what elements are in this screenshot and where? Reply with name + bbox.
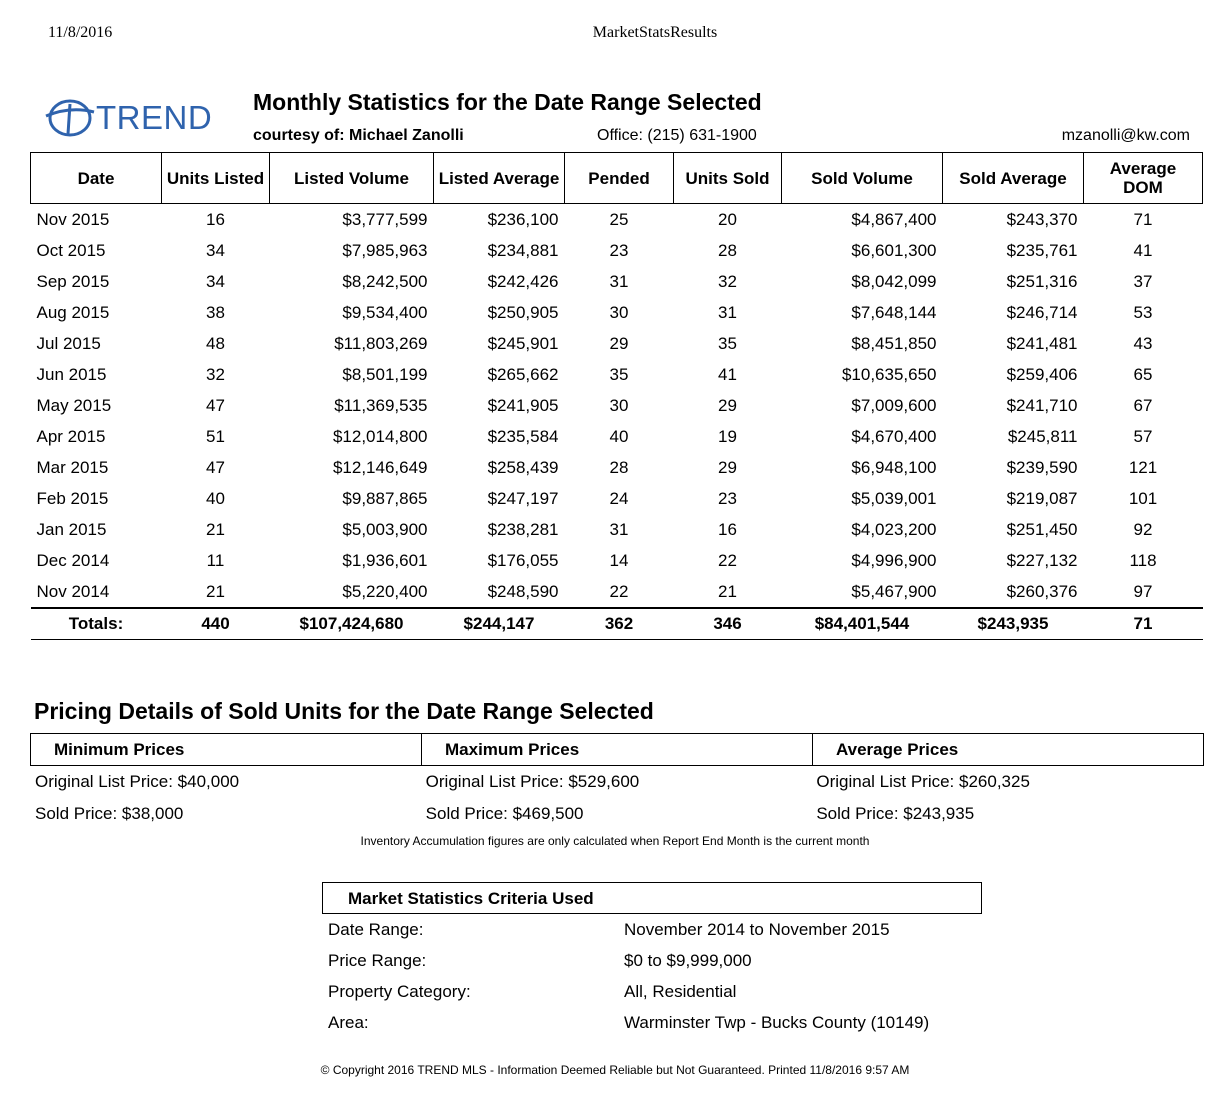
cell-listed-average: $245,901 — [487, 333, 559, 353]
cell-listed-volume: $8,242,500 — [342, 271, 428, 291]
cell-pended: 25 — [609, 209, 629, 229]
criteria-value: All, Residential — [624, 982, 737, 1001]
column-header-units-listed: Units Listed — [162, 153, 270, 204]
column-header-sold-average: Sold Average — [943, 153, 1084, 204]
cell-sold-average: $241,481 — [1006, 333, 1078, 353]
cell-date: Jan 2015 — [36, 519, 107, 539]
cell-sold-volume: $6,948,100 — [851, 457, 937, 477]
cell-listed-average: $234,881 — [487, 240, 559, 260]
cell-sold-volume: $5,467,900 — [851, 581, 937, 601]
cell-sold-average: $251,316 — [1006, 271, 1078, 291]
table-row — [31, 514, 1203, 545]
cell-units-listed: 51 — [206, 426, 225, 446]
pricing-title: Pricing Details of Sold Units for the Date Range Selected — [34, 698, 654, 724]
cell-date: Mar 2015 — [36, 457, 109, 477]
table-row — [31, 576, 1203, 608]
cell-units-listed: 47 — [206, 457, 225, 477]
table-body — [31, 204, 1203, 640]
cell-sold-average: $235,761 — [1006, 240, 1078, 260]
criteria-property-category — [328, 982, 1028, 1013]
cell-average-dom: 92 — [1133, 519, 1153, 539]
cell-listed-average: $250,905 — [487, 302, 559, 322]
cell-listed-volume: $7,985,963 — [342, 240, 428, 260]
cell-units-listed: 48 — [206, 333, 225, 353]
cell-pended: 31 — [609, 519, 629, 539]
column-header-pended: Pended — [565, 153, 674, 204]
criteria-area — [328, 1013, 1028, 1044]
total-date: Totals: — [31, 608, 162, 640]
trend-logo-icon — [44, 96, 96, 140]
maximum-prices-header: Maximum Prices — [421, 734, 812, 765]
inventory-note: Inventory Accumulation figures are only calculated when Report End Month is the current month — [360, 834, 870, 848]
cell-sold-average: $219,087 — [1006, 488, 1078, 508]
cell-average-dom: 53 — [1133, 302, 1153, 322]
cell-units-sold: 19 — [718, 426, 737, 446]
cell-date: Oct 2015 — [36, 240, 106, 260]
table-row — [31, 204, 1203, 236]
total-units-listed: 440 — [162, 608, 270, 640]
monthly-stats-table — [30, 152, 1203, 640]
cell-date: Apr 2015 — [36, 426, 106, 446]
cell-date: Feb 2015 — [36, 488, 109, 508]
table-row — [31, 266, 1203, 297]
cell-units-sold: 29 — [718, 395, 737, 415]
cell-listed-volume: $8,501,199 — [342, 364, 428, 384]
cell-sold-volume: $8,042,099 — [851, 271, 937, 291]
cell-units-listed: 38 — [206, 302, 225, 322]
cell-units-listed: 47 — [206, 395, 225, 415]
cell-date: Dec 2014 — [36, 550, 110, 570]
cell-units-listed: 32 — [206, 364, 225, 384]
max-original-list-price: Original List Price: $529,600 — [425, 772, 640, 791]
cell-date: Aug 2015 — [36, 302, 110, 322]
trend-logo — [44, 96, 234, 140]
cell-listed-average: $247,197 — [487, 488, 559, 508]
print-page-title: MarketStatsResults — [592, 24, 718, 41]
cell-date: Jun 2015 — [36, 364, 107, 384]
cell-sold-volume: $4,867,400 — [851, 209, 937, 229]
cell-units-sold: 41 — [718, 364, 737, 384]
column-header-average-dom: Average DOM — [1084, 153, 1203, 204]
print-date: 11/8/2016 — [48, 24, 113, 41]
cell-average-dom: 71 — [1133, 209, 1153, 229]
cell-sold-average: $259,406 — [1006, 364, 1078, 384]
criteria-label: Date Range: — [328, 920, 424, 939]
cell-sold-volume: $6,601,300 — [851, 240, 937, 260]
criteria-label: Property Category: — [328, 982, 471, 1001]
cell-pended: 23 — [609, 240, 629, 260]
courtesy-line: courtesy of: Michael Zanolli — [253, 127, 464, 144]
trend-logo-text: TREND — [96, 99, 213, 136]
cell-sold-average: $260,376 — [1006, 581, 1078, 601]
cell-listed-average: $248,590 — [487, 581, 559, 601]
criteria-price-range — [328, 951, 1028, 982]
cell-average-dom: 43 — [1133, 333, 1153, 353]
total-pended: 362 — [565, 608, 674, 640]
column-header-listed-volume: Listed Volume — [270, 153, 434, 204]
cell-units-listed: 34 — [206, 271, 225, 291]
cell-listed-volume: $3,777,599 — [342, 209, 428, 229]
cell-units-sold: 21 — [718, 581, 737, 601]
minimum-prices-header: Minimum Prices — [54, 740, 185, 759]
cell-units-sold: 22 — [718, 550, 737, 570]
cell-units-sold: 31 — [718, 302, 737, 322]
max-sold-price: Sold Price: $469,500 — [425, 804, 584, 823]
cell-units-sold: 23 — [718, 488, 737, 508]
cell-date: Nov 2014 — [36, 581, 110, 601]
column-header-listed-average: Listed Average — [434, 153, 565, 204]
min-sold-price: Sold Price: $38,000 — [35, 804, 184, 823]
cell-listed-average: $241,905 — [487, 395, 559, 415]
cell-listed-average: $235,584 — [487, 426, 559, 446]
total-listed-average: $244,147 — [434, 608, 565, 640]
cell-sold-volume: $4,023,200 — [851, 519, 937, 539]
sold-price-row — [30, 802, 1202, 834]
cell-date: Jul 2015 — [36, 333, 101, 353]
cell-pended: 30 — [609, 302, 629, 322]
column-header-units-sold: Units Sold — [674, 153, 782, 204]
copyright-footer: © Copyright 2016 TREND MLS - Information Deemed Reliable but Not Guaranteed. Printed 11/8/2016 9:57 AM — [320, 1063, 910, 1077]
cell-listed-volume: $5,220,400 — [342, 581, 428, 601]
min-original-list-price: Original List Price: $40,000 — [35, 772, 240, 791]
cell-average-dom: 97 — [1133, 581, 1153, 601]
cell-units-sold: 16 — [718, 519, 737, 539]
cell-sold-volume: $8,451,850 — [851, 333, 937, 353]
average-prices-header: Average Prices — [812, 734, 1203, 765]
cell-pended: 29 — [609, 333, 629, 353]
cell-sold-average: $243,370 — [1006, 209, 1078, 229]
table-row — [31, 359, 1203, 390]
cell-units-sold: 20 — [718, 209, 737, 229]
column-header-sold-volume: Sold Volume — [782, 153, 943, 204]
original-list-price-row — [30, 770, 1202, 802]
cell-listed-volume: $11,803,269 — [334, 333, 428, 353]
cell-sold-average: $241,710 — [1006, 395, 1078, 415]
totals-row — [31, 608, 1203, 640]
table-header-row — [31, 153, 1203, 204]
cell-sold-average: $239,590 — [1006, 457, 1078, 477]
cell-pended: 35 — [609, 364, 629, 384]
cell-date: Nov 2015 — [36, 209, 110, 229]
pricing-header-box — [30, 733, 1204, 766]
cell-pended: 28 — [609, 457, 629, 477]
cell-date: May 2015 — [36, 395, 112, 415]
table-row — [31, 483, 1203, 514]
cell-average-dom: 65 — [1133, 364, 1153, 384]
cell-average-dom: 67 — [1133, 395, 1153, 415]
criteria-title: Market Statistics Criteria Used — [322, 882, 982, 914]
cell-units-listed: 21 — [206, 519, 225, 539]
criteria-value: $0 to $9,999,000 — [624, 951, 752, 970]
cell-units-sold: 28 — [718, 240, 737, 260]
cell-sold-average: $246,714 — [1006, 302, 1078, 322]
cell-average-dom: 41 — [1133, 240, 1153, 260]
cell-listed-volume: $5,003,900 — [342, 519, 428, 539]
total-sold-volume: $84,401,544 — [782, 608, 943, 640]
table-row — [31, 390, 1203, 421]
cell-listed-average: $236,100 — [487, 209, 559, 229]
cell-units-listed: 40 — [206, 488, 225, 508]
cell-average-dom: 101 — [1128, 488, 1158, 508]
total-average-dom: 71 — [1084, 608, 1203, 640]
cell-pended: 30 — [609, 395, 629, 415]
cell-average-dom: 121 — [1128, 457, 1158, 477]
avg-sold-price: Sold Price: $243,935 — [816, 804, 975, 823]
office-phone: Office: (215) 631-1900 — [597, 127, 757, 144]
total-units-sold: 346 — [674, 608, 782, 640]
cell-listed-volume: $1,936,601 — [342, 550, 428, 570]
criteria-list — [328, 920, 1028, 1044]
cell-listed-volume: $11,369,535 — [334, 395, 428, 415]
avg-original-list-price: Original List Price: $260,325 — [816, 772, 1030, 791]
agent-email: mzanolli@kw.com — [1061, 127, 1190, 144]
cell-pended: 22 — [609, 581, 629, 601]
cell-listed-average: $176,055 — [487, 550, 559, 570]
criteria-value: Warminster Twp - Bucks County (10149) — [624, 1013, 930, 1032]
table-row — [31, 545, 1203, 576]
table-row — [31, 421, 1203, 452]
cell-listed-volume: $9,534,400 — [342, 302, 428, 322]
report-title: Monthly Statistics for the Date Range Selected — [253, 89, 762, 115]
cell-sold-average: $251,450 — [1006, 519, 1078, 539]
cell-listed-average: $265,662 — [487, 364, 559, 384]
criteria-date-range — [328, 920, 1028, 951]
cell-units-sold: 32 — [718, 271, 737, 291]
cell-pended: 14 — [609, 550, 629, 570]
cell-units-sold: 35 — [718, 333, 737, 353]
cell-units-sold: 29 — [718, 457, 737, 477]
cell-pended: 40 — [609, 426, 629, 446]
cell-date: Sep 2015 — [36, 271, 110, 291]
total-listed-volume: $107,424,680 — [270, 608, 434, 640]
cell-sold-average: $227,132 — [1006, 550, 1078, 570]
total-sold-average: $243,935 — [943, 608, 1084, 640]
cell-sold-volume: $10,635,650 — [841, 364, 937, 384]
cell-listed-volume: $12,014,800 — [332, 426, 428, 446]
criteria-label: Price Range: — [328, 951, 427, 970]
column-header-date: Date — [31, 153, 162, 204]
cell-sold-volume: $7,009,600 — [851, 395, 937, 415]
cell-listed-average: $258,439 — [487, 457, 559, 477]
cell-sold-volume: $4,996,900 — [851, 550, 937, 570]
criteria-label: Area: — [328, 1013, 369, 1032]
cell-sold-volume: $5,039,001 — [851, 488, 937, 508]
cell-pended: 24 — [609, 488, 629, 508]
cell-units-listed: 16 — [206, 209, 225, 229]
cell-units-listed: 34 — [206, 240, 225, 260]
table-row — [31, 452, 1203, 483]
cell-average-dom: 37 — [1133, 271, 1153, 291]
table-row — [31, 328, 1203, 359]
cell-units-listed: 21 — [206, 581, 225, 601]
cell-sold-volume: $7,648,144 — [851, 302, 937, 322]
cell-pended: 31 — [609, 271, 629, 291]
cell-units-listed: 11 — [206, 550, 225, 570]
table-row — [31, 297, 1203, 328]
cell-listed-volume: $12,146,649 — [332, 457, 428, 477]
table-row — [31, 235, 1203, 266]
cell-listed-average: $242,426 — [487, 271, 559, 291]
cell-listed-average: $238,281 — [487, 519, 559, 539]
pricing-rows — [30, 770, 1202, 834]
cell-listed-volume: $9,887,865 — [342, 488, 428, 508]
cell-average-dom: 118 — [1129, 550, 1157, 570]
cell-average-dom: 57 — [1133, 426, 1153, 446]
cell-sold-volume: $4,670,400 — [851, 426, 937, 446]
criteria-value: November 2014 to November 2015 — [624, 920, 890, 939]
cell-sold-average: $245,811 — [1007, 426, 1078, 446]
